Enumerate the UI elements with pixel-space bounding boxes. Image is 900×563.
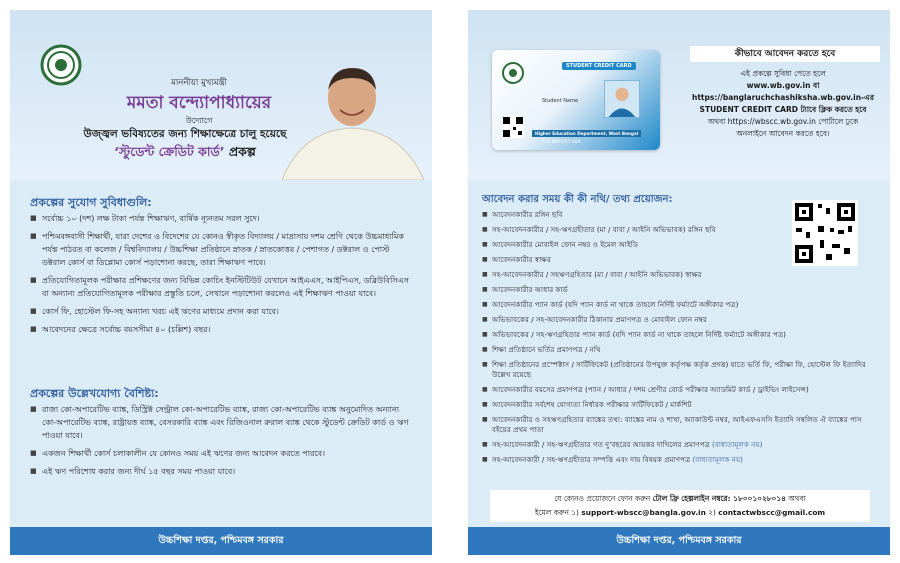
list-item: ■ আবেদনকারীর বয়সের প্রমাণপত্র (প্যান / আধার / দশম শ্রেণীর বোর্ড পরীক্ষার অ্যাডমিট কার্ড / ড্রাইভিং লাইসেন্স) xyxy=(482,385,882,395)
doc-text: সহ-আবেদনকারী / সহ-ঋণগ্রহীতার গত দু’বছরের আয়কর দাখিলের প্রমাণপত্র xyxy=(492,440,710,449)
list-item: ■ আবেদনকারীর আধার কার্ড xyxy=(482,285,882,295)
contact-text: অথবা xyxy=(788,494,806,503)
helpline-number[interactable]: টোল ফ্রি হেল্পলাইন নম্বরে: ১৮০০১০২৮০১৪ xyxy=(652,494,786,503)
list-item: ■ আবেদনকারীর স্বাক্ষর xyxy=(482,255,782,265)
cm-name: মমতা বন্দ্যোপাধ্যায়ের xyxy=(126,93,272,113)
card-student-name: Student Name xyxy=(542,98,579,104)
leaflet-right-page xyxy=(468,10,890,555)
documents-list xyxy=(482,210,882,470)
list-item: ■ আবেদনকারীর রঙ্গিন ছবি xyxy=(482,210,782,220)
list-item: ■ একজন শিক্ষার্থী কোর্স চলাকালীন যে কোনও সময় এই ঋণের জন্য আবেদন করতে পারবে। xyxy=(30,447,415,460)
initiative-text: উদ্যোগে xyxy=(185,116,213,125)
list-item: ■ সর্বোচ্চ ১০ (দশ) লক্ষ টাকা পর্যন্ত শিক্ষাঋণ, বার্ষিক ন্যূনতম সরল সুদে। xyxy=(30,212,415,225)
features-heading: প্রকল্পের উল্লেখযোগ্য বৈশিষ্ট্য: xyxy=(30,387,159,400)
list-item: ■ কোর্স ফি, হোস্টেল ফি-সহ অন্যান্য খরচ এই ঋণের মাধ্যমে প্রদান করা যাবে। xyxy=(30,305,415,318)
list-item xyxy=(482,455,882,465)
documents-heading: আবেদন করার সময় কী কী নথি/ তথ্য প্রয়োজন: xyxy=(482,194,673,205)
list-item: ■ এই ঋণ পরিশোধ করার জন্য দীর্ঘ ১৫ বছর সময় পাওয়া যাবে। xyxy=(30,465,415,478)
how-to-apply-text xyxy=(676,68,890,140)
tagline: উজ্জ্বল ভবিষ্যতের জন্য শিক্ষাক্ষেত্রে চালু হয়েছে xyxy=(83,128,287,140)
list-item xyxy=(482,440,882,450)
contact-box xyxy=(490,490,870,522)
list-item: ■ আবেদনকারীর সর্বশেষ যোগ্যতা নির্ধারক পরীক্ষার সার্টিফিকেট / মার্কশিট xyxy=(482,400,882,410)
wbscc-link[interactable]: অথবা https://wbscc.wb.gov.in পোর্টালে ঢুকে xyxy=(707,117,859,126)
scheme-title xyxy=(50,144,320,164)
list-item: ■ আবেদনের ক্ষেত্রে সর্বোচ্চ বয়সসীমা ৪০ (চল্লিশ) বছর। xyxy=(30,323,415,336)
list-item: ■ অভিভাবকের / সহ-আবেদনকারীর ঠিকানার প্রমাণপত্র ও মোবাইল ফোন নম্বর xyxy=(482,315,882,325)
list-item: ■ পশ্চিমবঙ্গবাসী শিক্ষার্থী, যারা দেশের ও বিদেশের যে কোনও স্বীকৃত বিদ্যালয় / মাদ্রাসায় দশম শ্রেণি থেকে উচ্চমাধ্যমিক পর্যন্ত পাঠরত বা কলেজ / বিশ্ববিদ্যালয় / উচ্চশিক্ষা প্রতিষ্ঠানে স্নাতক / স্নাতকোত্তর / পেশাগত / ডক্টরাল ও পোস্ট ডক্টরাল কোর্স বা ডিপ্লোমা কোর্স পড়াশোনা করছে, তারা শিক্ষাঋণ পাবে। xyxy=(30,230,415,269)
benefits-list xyxy=(30,212,415,341)
support-email-link[interactable]: support-wbscc@bangla.gov.in xyxy=(581,508,706,517)
card-qr-icon xyxy=(502,116,524,138)
contact-text: ২) xyxy=(708,508,716,517)
portal-link[interactable]: https://banglaruchchashiksha.wb.gov.in-এর xyxy=(692,93,874,102)
how-to-apply-heading: কীভাবে আবেদন করতে হবে xyxy=(690,46,880,62)
list-item: ■ আবেদনকারীর মোবাইল ফোন নম্বর ও ইমেল আইডি xyxy=(482,240,782,250)
scheme-suffix: প্রকল্প xyxy=(228,144,256,159)
how-line: STUDENT CREDIT CARD ট্যাবে ক্লিক করতে হবে xyxy=(699,105,867,114)
contact-text: ইমেল করুন ১) xyxy=(534,508,579,517)
how-line: এই প্রকল্পে সুবিধা পেতে হলে xyxy=(740,69,826,78)
card-photo-icon xyxy=(604,80,640,118)
list-item: ■ রাজ্য কো-অপারেটিভ ব্যাঙ্ক, ডিস্ট্রিক্ট সেন্ট্রাল কো-অপারেটিভ ব্যাঙ্ক, রাজ্য কো-অপারেটিভ ব্যাঙ্ক অনুমোদিত অন্যান্য কো-অপারেটিভ ব্যাঙ্ক, রাষ্ট্রায়ত্ত ব্যাঙ্ক, বেসরকারি ব্যাঙ্ক এবং রিজিওনাল রুরাল ব্যাঙ্ক থেকে স্টুডেন্ট ক্রেডিট কার্ড ও ঋণ পাওয়া যাবে। xyxy=(30,403,415,442)
card-department: Higher Education Department, West Bengal xyxy=(532,130,641,137)
left-footer: উচ্চশিক্ষা দপ্তর, পশ্চিমবঙ্গ সরকার xyxy=(10,527,432,555)
optional-tag: (বাধ্যতামূলক নয়) xyxy=(712,440,763,449)
list-item: ■ অভিভাবকের / সহ-ঋণগ্রহিতার প্যান কার্ড (যদি প্যান কার্ড না থাকে তাহলে নির্দিষ্ট ফর্ম্যাটে অঙ্গীকার পত্র) xyxy=(482,330,882,340)
optional-tag: (বাধ্যতামূলক নয়) xyxy=(692,455,743,464)
list-item: ■ প্রতিযোগিতামূলক পরীক্ষার প্রশিক্ষণের জন্য বিভিন্ন কোচিং ইনস্টিটিউট যেখানে আইএএস, আইপিএস, ডব্লিউবিসিএস বা অন্যান্য প্রতিযোগিতামূলক পরীক্ষার প্রস্তুতি চলে, সেখানে পড়াশোনা করলেও এই শিক্ষাঋণ পাওয়া যাবে। xyxy=(30,274,415,300)
how-line: অনলাইনে আবেদন করতে হবে। xyxy=(736,129,830,138)
card-title: STUDENT CREDIT CARD xyxy=(562,62,636,70)
list-item: ■ সহ-আবেদনকারীর / সহঋণগ্রহিতার (মা / বাবা / আইনি অভিভাবক) স্বাক্ষর xyxy=(482,270,882,280)
list-item: ■ শিক্ষা প্রতিষ্ঠানে ভর্তির প্রমাণপত্র / নথি xyxy=(482,345,882,355)
benefits-heading: প্রকল্পের সুযোগ সুবিধাগুলি: xyxy=(30,196,152,209)
biswa-bangla-emblem-icon xyxy=(40,44,82,86)
doc-text: সহ-আবেদনকারী / সহ-ঋণগ্রহীতার সম্পত্তি এবং দায় বিষয়ক প্রমাণপত্র xyxy=(492,455,691,464)
card-number: 123 800 057 489 xyxy=(542,140,581,145)
student-credit-card-image xyxy=(492,50,660,150)
list-item: ■ আবেদনকারীর ও সহঋণগ্রহিতার ব্যাঙ্কের তথ্য: ব্যাঙ্কের নাম ও শাখা, অ্যাকাউন্ট নম্বর, আইএফএসসি ইত্যাদি সম্বলিত ঐ ব্যাঙ্কের পাস বইয়ের প্রথম পাতা xyxy=(482,415,882,435)
cm-designation: মাননীয়া মুখ্যমন্ত্রী xyxy=(171,78,227,88)
contact-email-link[interactable]: contactwbscc@gmail.com xyxy=(718,508,826,517)
features-list xyxy=(30,403,415,483)
website-link[interactable]: www.wb.gov.in বা xyxy=(746,81,820,90)
list-item: ■ আবেদনকারীর প্যান কার্ড (যদি প্যান কার্ড না থাকে তাহলে নির্দিষ্ট ফর্ম্যাটে অঙ্গীকার পত্র) xyxy=(482,300,882,310)
contact-text: যে কোনও প্রয়োজনে ফোন করুন xyxy=(554,494,651,503)
list-item: ■ শিক্ষা প্রতিষ্ঠানের প্রস্পেক্টাস / সার্টিফিকেট (প্রতিষ্ঠানের উপযুক্ত কর্তৃপক্ষ কর্তৃক প্রদত্ত) যাতে ভর্তি ফি, পরীক্ষা ফি, হোস্টেল ফি ইত্যাদির উল্লেখ রয়েছে xyxy=(482,360,882,380)
right-footer: উচ্চশিক্ষা দপ্তর, পশ্চিমবঙ্গ সরকার xyxy=(468,527,890,555)
card-emblem-icon xyxy=(502,62,524,84)
list-item: ■ সহ-আবেদনকারীর / সহ-ঋণগ্রহীতার (মা / বাবা / আইনি অভিভাবক) রঙ্গিন ছবি xyxy=(482,225,782,235)
leaflet-left-page xyxy=(10,10,432,555)
scheme-name: ‘স্টুডেন্ট ক্রেডিট কার্ড’ xyxy=(114,144,225,159)
